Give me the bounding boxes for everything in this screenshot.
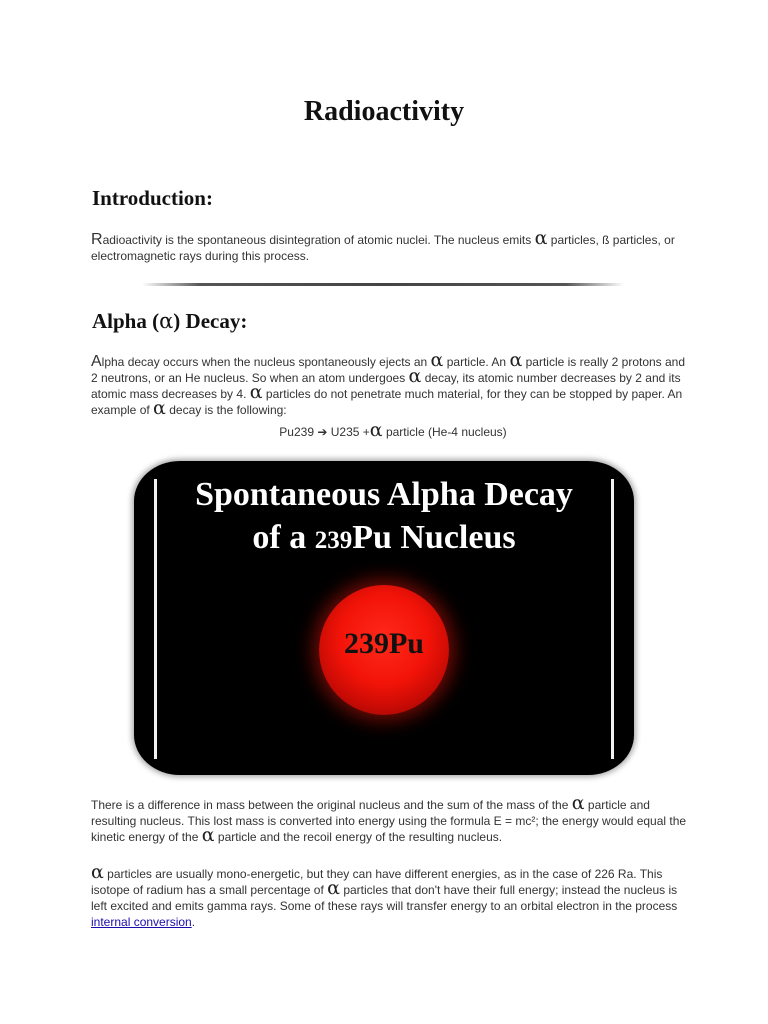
decay-equation: Pu239 ➔ U235 +α particle (He-4 nucleus)	[279, 419, 507, 441]
alpha-decay-graphic	[134, 461, 634, 775]
page-title: Radioactivity	[303, 96, 465, 127]
introduction-paragraph: Radioactivity is the spontaneous disintegration of atomic nuclei. The nucleus emits α particles, ß particles, or electromagnetic rays during this process.	[91, 227, 675, 263]
alpha-symbol: α	[509, 349, 523, 371]
alpha-symbol: α	[571, 792, 585, 814]
alpha-symbol: α	[369, 419, 383, 441]
alpha-symbol: α	[430, 349, 444, 371]
dropcap: A	[91, 353, 102, 370]
internal-conversion-link[interactable]: internal conversion	[91, 915, 192, 929]
graphic-title: Spontaneous Alpha Decay of a 239Pu Nucleus	[195, 476, 573, 556]
alpha-symbol: α	[534, 227, 548, 249]
mass-difference-paragraph: There is a difference in mass between the original nucleus and the sum of the mass of the α particle and resulting nucleus. This lost mass is converted into energy using the formula E = mc²; the energy would equal the kinetic energy of the α particle and the recoil energy of the resulting nucleus.	[91, 792, 687, 846]
alpha-symbol: α	[408, 365, 422, 387]
alpha-symbol: α	[249, 381, 263, 403]
alpha-symbol: α	[327, 877, 340, 899]
alpha-symbol: α	[91, 861, 104, 883]
nucleus-label: 239Pu	[343, 627, 424, 660]
alpha-symbol: α	[153, 397, 166, 419]
alpha-symbol: α	[159, 309, 174, 333]
alpha-decay-paragraph: Alpha decay occurs when the nucleus spontaneously ejects an α particle. An α particle is really 2 protons and 2 neutrons, or an He nucleus. So when an atom undergoes α decay, its atomic number decreases by 2 and its atomic mass decreases by 4. α particles do not penetrate much material, for they can be stopped by paper. An example of α decay is the following:	[91, 349, 686, 419]
introduction-heading: Introduction:	[92, 186, 213, 210]
alpha-decay-heading: Alpha (α) Decay:	[92, 309, 248, 333]
plutonium-nucleus	[319, 585, 449, 715]
alpha-symbol: α	[201, 824, 215, 846]
arrow-icon: ➔	[317, 425, 328, 439]
energy-paragraph: α particles are usually mono-energetic, but they can have different energies, as in the case of 226 Ra. This isotope of radium has a small percentage of α particles that don't have their full energy; instead the nucleus is left excited and emits gamma rays. Some of these rays will transfer energy to an orbital electron in the process internal conversion.	[91, 861, 678, 929]
dropcap: R	[91, 231, 103, 248]
section-divider	[142, 283, 624, 286]
